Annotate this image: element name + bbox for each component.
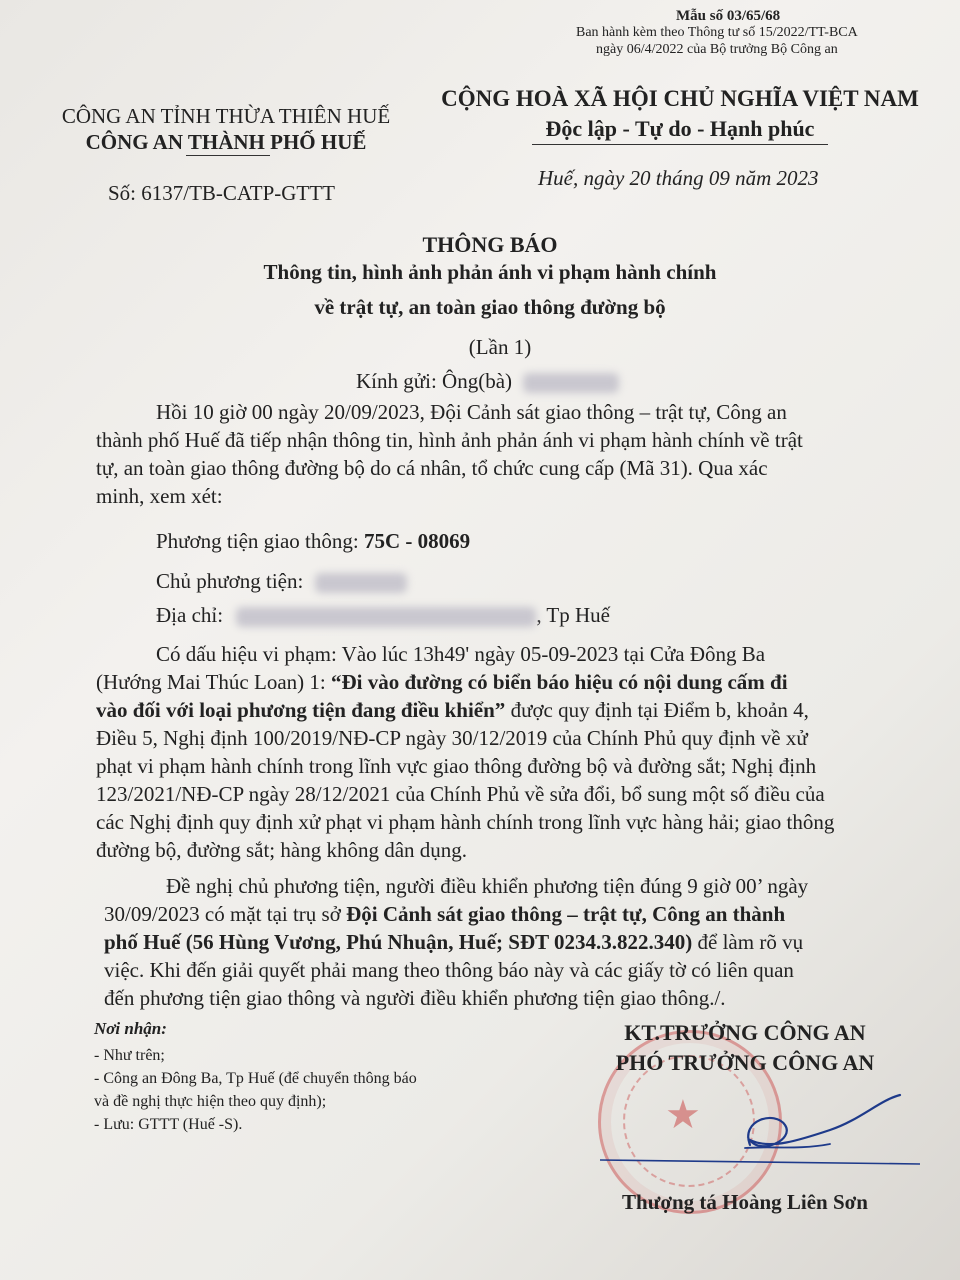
address-label: Địa chỉ: [156, 603, 224, 627]
intro-line: minh, xem xét: [96, 484, 223, 508]
vehicle-label: Phương tiện giao thông: [156, 529, 359, 553]
request-paragraph [104, 872, 920, 1012]
document-title: THÔNG BÁO [422, 232, 558, 257]
violation-text: được quy định tại Điểm b, khoản 4, [505, 698, 809, 722]
recipient-item: - Lưu: GTTT (Huế -S). [94, 1116, 243, 1133]
recipients-title: Nơi nhận: [94, 1019, 167, 1038]
recipient-item: - Công an Đông Ba, Tp Huế (để chuyển thông báo [94, 1070, 417, 1087]
intro-line: Hồi 10 giờ 00 ngày 20/09/2023, Đội Cảnh sát giao thông – trật tự, Công an [156, 400, 787, 424]
violation-text: (Hướng Mai Thúc Loan) 1: [96, 670, 331, 694]
form-issued-line-1: Ban hành kèm theo Thông tư số 15/2022/TT-BCA [576, 25, 858, 40]
place-date: Huế, ngày 20 tháng 09 năm 2023 [538, 166, 819, 190]
violation-line: Có dấu hiệu vi phạm: Vào lúc 13h49' ngày 05-09-2023 tại Cửa Đông Ba [156, 642, 766, 666]
agency-parent: CÔNG AN TỈNH THỪA THIÊN HUẾ [61, 104, 391, 128]
violation-line: Điều 5, Nghị định 100/2019/NĐ-CP ngày 30/12/2019 của Chính Phủ quy định về xử [96, 726, 808, 750]
seal-star-icon: ★ [665, 1092, 701, 1137]
form-issued-line-2: ngày 06/4/2022 của Bộ trưởng Bộ Công an [596, 42, 838, 57]
violation-line [96, 696, 916, 724]
violation-act: “Đi vào đường có biển báo hiệu có nội dung cấm đi [330, 670, 788, 694]
violation-line: đường bộ, đường sắt; hàng không dân dụng. [96, 838, 468, 862]
signatory-title-1: KT.TRƯỞNG CÔNG AN [624, 1020, 866, 1045]
intro-paragraph [96, 398, 912, 510]
recipient-line [356, 369, 619, 394]
request-text: để làm rõ vụ [692, 930, 804, 954]
request-text: 30/09/2023 có mặt tại trụ sở [104, 902, 347, 926]
recipients-list [94, 1044, 417, 1136]
document-subtitle-1: Thông tin, hình ảnh phản ánh vi phạm hành chính [263, 260, 717, 284]
violation-line [96, 668, 916, 696]
agency-underline [186, 155, 270, 156]
intro-line: tự, an toàn giao thông đường bộ do cá nhân, tổ chức cung cấp (Mã 31). Qua xác [96, 456, 768, 480]
vehicle-plate: 75C - 08069 [363, 529, 471, 553]
request-office-address: phố Huế (56 Hùng Vương, Phú Nhuận, Huế; SĐT 0234.3.822.340) [104, 930, 693, 954]
recipient-item: và đề nghị thực hiện theo quy định); [94, 1093, 327, 1110]
owner-label: Chủ phương tiện: [156, 569, 304, 593]
recipient-label: Kính gửi: Ông(bà) [356, 369, 513, 393]
recipient-item: - Như trên; [94, 1047, 165, 1064]
request-line: Đề nghị chủ phương tiện, người điều khiển phương tiện đúng 9 giờ 00’ ngày [166, 874, 809, 898]
form-number: Mẫu số 03/65/68 [676, 8, 781, 24]
violation-line: các Nghị định quy định xử phạt vi phạm hành chính trong lĩnh vực hàng hải; giao thông [96, 810, 835, 834]
violation-line: 123/2021/NĐ-CP ngày 28/12/2021 của Chính Phủ về sửa đổi, bổ sung một số điều của [96, 782, 825, 806]
violation-act: vào đối với loại phương tiện đang điều khiển” [96, 698, 506, 722]
request-line: việc. Khi đến giải quyết phải mang theo thông báo này và các giấy tờ có liên quan [104, 958, 794, 982]
owner-line [156, 569, 407, 594]
nation-title: CỘNG HOÀ XÃ HỘI CHỦ NGHĨA VIỆT NAM [441, 86, 919, 111]
vehicle-line [156, 529, 470, 554]
violation-line: phạt vi phạm hành chính trong lĩnh vực giao thông đường bộ và đường sắt; Nghị định [96, 754, 817, 778]
request-line [104, 928, 920, 956]
violation-paragraph [96, 640, 916, 864]
redacted-recipient [523, 373, 619, 393]
nation-motto: Độc lập - Tự do - Hạnh phúc [545, 116, 815, 141]
request-line [104, 900, 920, 928]
occurrence: (Lần 1) [468, 335, 532, 359]
request-line: đến phương tiện giao thông và người điều khiển phương tiện giao thông./. [104, 986, 726, 1010]
document-number: Số: 6137/TB-CATP-GTTT [108, 181, 335, 205]
signer-name: Thượng tá Hoàng Liên Sơn [622, 1190, 868, 1214]
document-subtitle-2: về trật tự, an toàn giao thông đường bộ [314, 295, 666, 319]
agency-name: CÔNG AN THÀNH PHỐ HUẾ [85, 130, 367, 154]
address-line [156, 603, 610, 628]
intro-line: thành phố Huế đã tiếp nhận thông tin, hình ảnh phản ánh vi phạm hành chính về trật [96, 428, 803, 452]
address-city: , Tp Huế [536, 603, 610, 627]
motto-underline [532, 144, 828, 145]
redacted-owner [315, 573, 407, 593]
redacted-address [236, 607, 536, 627]
handwritten-signature [600, 1080, 920, 1190]
signatory-title-2: PHÓ TRƯỞNG CÔNG AN [615, 1050, 875, 1075]
request-office: Đội Cảnh sát giao thông – trật tự, Công an thành [346, 902, 786, 926]
